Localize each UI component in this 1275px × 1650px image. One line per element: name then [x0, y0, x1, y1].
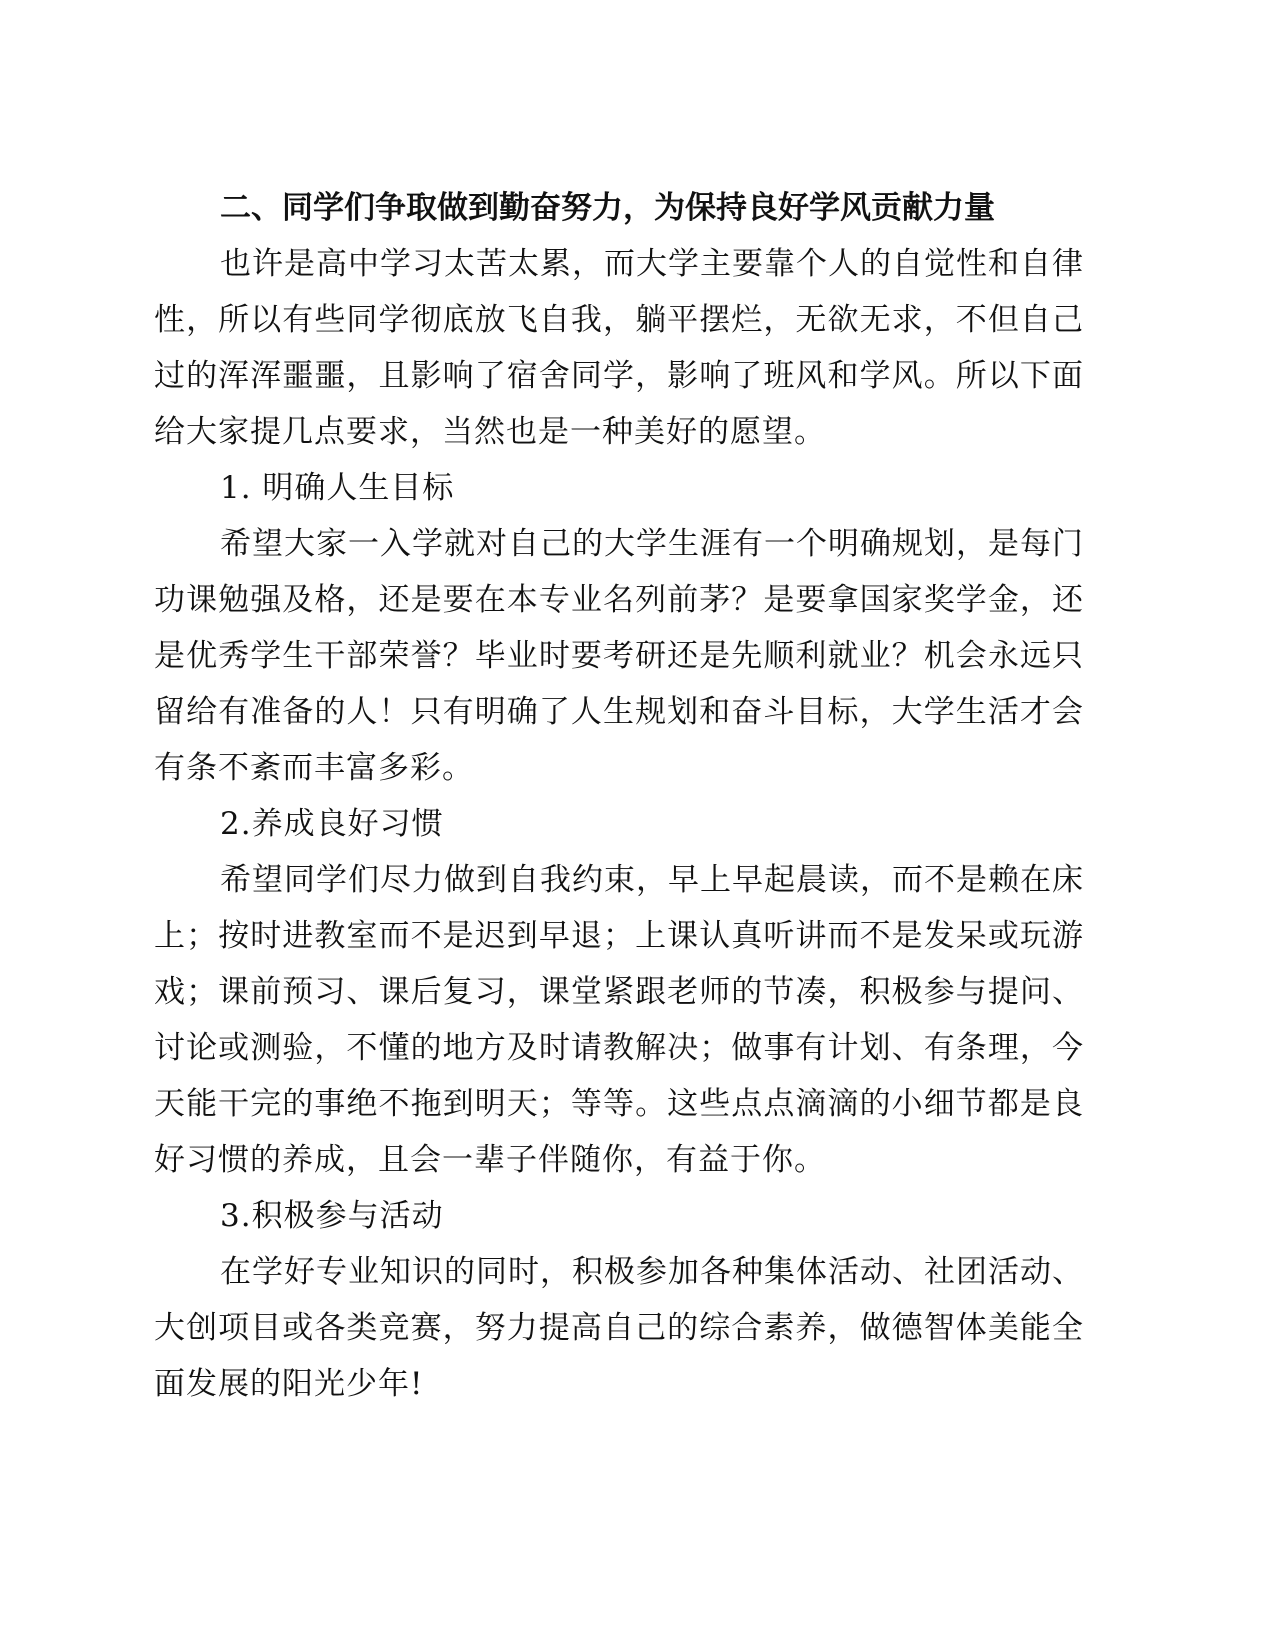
subheading-activities: 3.积极参与活动 — [220, 1198, 444, 1234]
subheading-goals: 1. 明确人生目标 — [220, 470, 455, 506]
paragraph-habits: 希望同学们尽力做到自我约束，早上早起晨读，而不是赖在床上；按时进教室而不是迟到早退；上课认真听讲而不是发呆或玩游戏；课前预习、课后复习，课堂紧跟老师的节凑，积极参与提问、讨论或测验，不懂的地方及时请教解决；做事有计划、有条理，今天能干完的事绝不拖到明天；等等。这些点点滴滴的小细节都是良好习惯的养成，且会一辈子伴随你，有益于你。 — [154, 862, 1084, 1178]
document-body — [154, 180, 1084, 1412]
subheading-habits: 2.养成良好习惯 — [220, 806, 444, 842]
intro-paragraph: 也许是高中学习太苦太累，而大学主要靠个人的自觉性和自律性，所以有些同学彻底放飞自我，躺平摆烂，无欲无求，不但自己过的浑浑噩噩，且影响了宿舍同学，影响了班风和学风。所以下面给大家提几点要求，当然也是一种美好的愿望。 — [154, 246, 1084, 450]
section-heading: 二、同学们争取做到勤奋努力，为保持良好学风贡献力量 — [220, 190, 995, 226]
paragraph-activities: 在学好专业知识的同时，积极参加各种集体活动、社团活动、大创项目或各类竞赛，努力提高自己的综合素养，做德智体美能全面发展的阳光少年! — [154, 1254, 1084, 1402]
paragraph-goals: 希望大家一入学就对自己的大学生涯有一个明确规划，是每门功课勉强及格，还是要在本专业名列前茅？是要拿国家奖学金，还是优秀学生干部荣誉？毕业时要考研还是先顺利就业？机会永远只留给有准备的人！只有明确了人生规划和奋斗目标，大学生活才会有条不紊而丰富多彩。 — [154, 526, 1084, 786]
